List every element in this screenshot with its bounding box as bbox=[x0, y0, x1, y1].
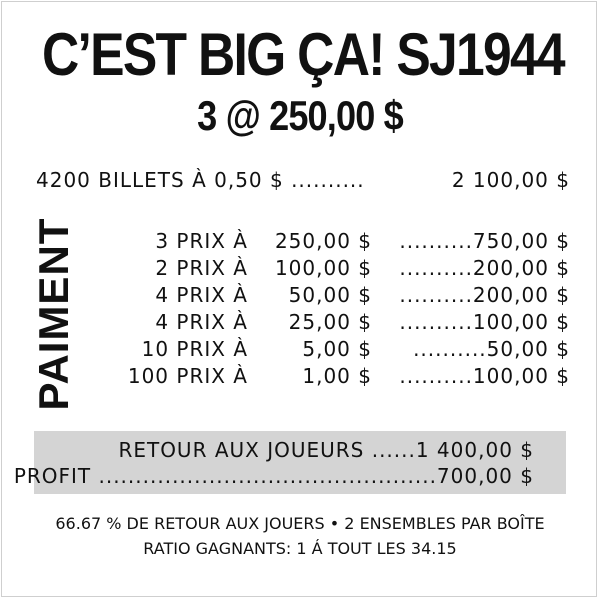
tickets-label: 4200 BILLETS À 0,50 $ .......... bbox=[36, 168, 365, 192]
prize-line-total: ..........100,00 $ bbox=[399, 364, 570, 388]
prize-quantity: 3 PRIX À bbox=[155, 229, 248, 253]
tickets-total: 2 100,00 $ bbox=[451, 168, 570, 192]
top-prize-summary: 3 @ 250,00 $ bbox=[197, 92, 403, 139]
prize-line-total: ..........200,00 $ bbox=[399, 256, 570, 280]
players-return-row bbox=[34, 436, 566, 464]
prize-amount: 1,00 $ bbox=[302, 364, 372, 388]
prize-quantity: 10 PRIX À bbox=[141, 337, 248, 361]
prize-amount: 50,00 $ bbox=[288, 283, 372, 307]
prize-table bbox=[80, 228, 570, 390]
prize-quantity: 4 PRIX À bbox=[155, 283, 248, 307]
prize-row bbox=[80, 336, 570, 363]
profit-row bbox=[13, 462, 566, 490]
prize-line-total: ..........200,00 $ bbox=[399, 283, 570, 307]
game-title: C’EST BIG ÇA! SJ1944 bbox=[42, 21, 564, 88]
tickets-line bbox=[36, 166, 576, 194]
prize-quantity: 4 PRIX À bbox=[155, 310, 248, 334]
prize-row bbox=[80, 282, 570, 309]
prize-amount: 5,00 $ bbox=[302, 337, 372, 361]
winning-ratio-note: RATIO GAGNANTS: 1 Á TOUT LES 34.15 bbox=[143, 539, 457, 558]
profit-text: PROFIT ..............................................700,00 $ bbox=[13, 464, 534, 488]
prize-row bbox=[80, 309, 570, 336]
prize-row bbox=[80, 363, 570, 390]
payout-label-text: PAIMENT bbox=[30, 217, 77, 411]
prize-quantity: 100 PRIX À bbox=[127, 364, 248, 388]
prize-line-total: ..........100,00 $ bbox=[399, 310, 570, 334]
prize-quantity: 2 PRIX À bbox=[155, 256, 248, 280]
prize-row bbox=[80, 228, 570, 255]
return-percentage-note: 66.67 % DE RETOUR AUX JOUERS • 2 ENSEMBLES PAR BOÎTE bbox=[55, 514, 545, 533]
prize-row bbox=[80, 255, 570, 282]
returns-band bbox=[13, 431, 566, 494]
payout-vertical-label bbox=[30, 216, 77, 412]
prize-amount: 100,00 $ bbox=[274, 256, 372, 280]
prize-amount: 25,00 $ bbox=[288, 310, 372, 334]
players-return-text: RETOUR AUX JOUEURS ......1 400,00 $ bbox=[118, 438, 534, 462]
prize-line-total: ..........50,00 $ bbox=[413, 337, 570, 361]
prize-line-total: ..........750,00 $ bbox=[399, 229, 570, 253]
prize-amount: 250,00 $ bbox=[274, 229, 372, 253]
